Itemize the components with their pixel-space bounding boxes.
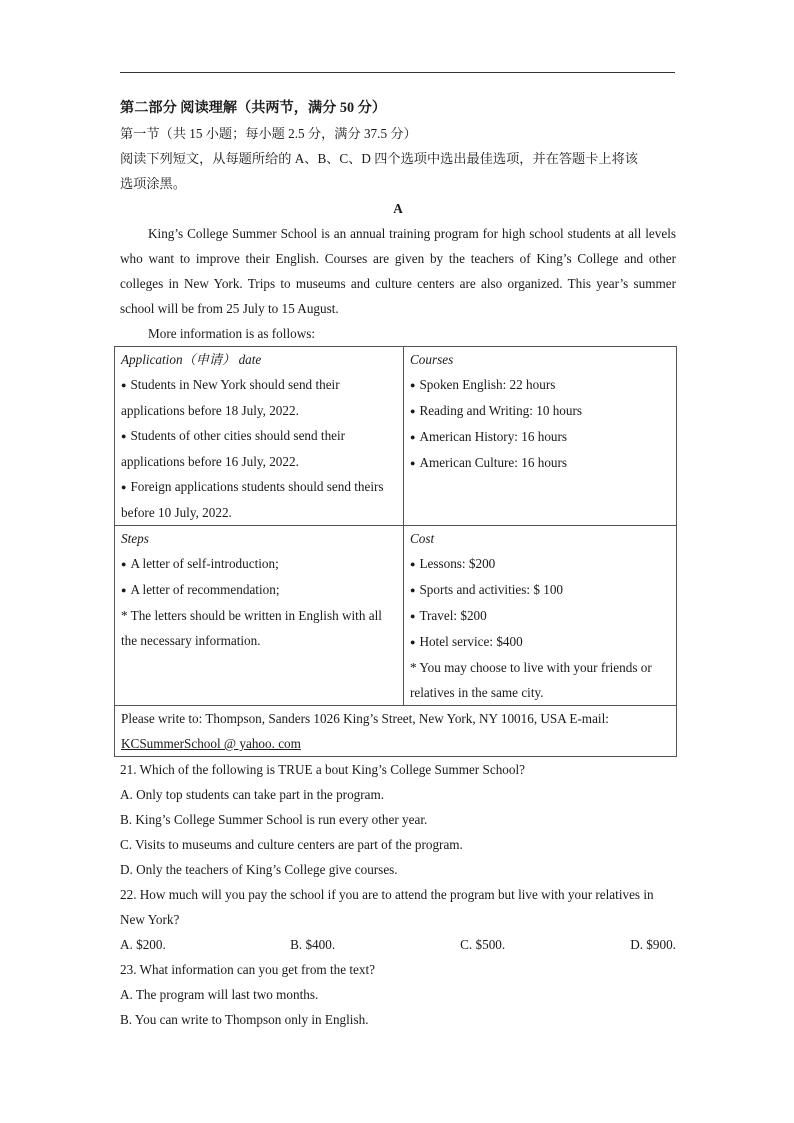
application-item: ● Students of other cities should send their applications before 16 July, 2022. — [121, 423, 397, 474]
steps-note: * The letters should be written in English with all the necessary information. — [121, 608, 382, 648]
cost-cell — [404, 526, 677, 706]
courses-cell — [404, 347, 677, 526]
application-title: Application（申请） date — [121, 352, 262, 367]
option-c: C. Visits to museums and culture centers are part of the program. — [120, 837, 463, 852]
question-21 — [120, 757, 676, 882]
option-c: C. $500. — [460, 937, 506, 952]
info-table — [114, 346, 677, 757]
option-a: A. Only top students can take part in the program. — [120, 787, 385, 802]
step-item: ● A letter of self-introduction; — [121, 551, 397, 577]
option-d: D. Only the teachers of King’s College give courses. — [120, 862, 398, 877]
cost-item: ● Travel: $200 — [410, 603, 670, 629]
option-b: B. You can write to Thompson only in English. — [120, 1012, 369, 1027]
step-item: ● A letter of recommendation; — [121, 577, 397, 603]
header-rule — [120, 72, 675, 73]
passage-paragraph-2: More information is as follows: — [148, 326, 316, 341]
contact-text: Please write to: Thompson, Sanders 1026 King’s Street, New York, NY 10016, USA E-mail: — [121, 711, 609, 726]
options-row — [120, 932, 676, 957]
table-row — [115, 526, 677, 706]
steps-title: Steps — [121, 531, 149, 546]
question-stem: 23. What information can you get from the text? — [120, 962, 376, 977]
table-row — [115, 347, 677, 526]
question-22 — [120, 882, 676, 957]
cost-item: ● Hotel service: $400 — [410, 629, 670, 655]
option-b: B. $400. — [290, 937, 336, 952]
application-cell — [115, 347, 404, 526]
cost-note: * You may choose to live with your friends or relatives in the same city. — [410, 660, 652, 700]
cost-title: Cost — [410, 531, 435, 546]
instructions-line-1: 阅读下列短文，从每题所给的 A、B、C、D 四个选项中选出最佳选项，并在答题卡上将该 — [120, 151, 638, 166]
contact-cell — [115, 706, 677, 757]
question-23 — [120, 957, 676, 1032]
contact-email-link[interactable]: KCSummerSchool @ yahoo. com — [121, 736, 301, 751]
courses-title: Courses — [410, 352, 454, 367]
course-item: ● American History: 16 hours — [410, 424, 670, 450]
table-row — [115, 706, 677, 757]
cost-item: ● Sports and activities: $ 100 — [410, 577, 670, 603]
passage-label: A — [393, 201, 403, 216]
section-title: 第一节（共 15 小题；每小题 2.5 分，满分 37.5 分） — [120, 126, 417, 141]
part-title: 第二部分 阅读理解（共两节，满分 50 分） — [120, 100, 387, 116]
course-item: ● American Culture: 16 hours — [410, 450, 670, 476]
option-a: A. $200. — [120, 937, 166, 952]
instructions-line-2: 选项涂黑。 — [120, 176, 186, 191]
option-b: B. King’s College Summer School is run every other year. — [120, 812, 428, 827]
cost-item: ● Lessons: $200 — [410, 551, 670, 577]
application-item: ● Foreign applications students should send theirs before 10 July, 2022. — [121, 474, 397, 525]
question-stem: 22. How much will you pay the school if you are to attend the program but live with your relatives in New York? — [120, 887, 654, 927]
page-content — [120, 95, 676, 1032]
question-stem: 21. Which of the following is TRUE a bout King’s College Summer School? — [120, 762, 525, 777]
course-item: ● Spoken English: 22 hours — [410, 372, 670, 398]
option-d: D. $900. — [630, 937, 676, 952]
application-item: ● Students in New York should send their applications before 18 July, 2022. — [121, 372, 397, 423]
passage-paragraph-1: King’s College Summer School is an annual training program for high school students at all levels who want to improve their English. Courses are given by the teachers of King’s College and other colleges in New York. Trips to museums and culture centers are also organized. This year’s summer school will be from 25 July to 15 August. — [120, 226, 676, 316]
steps-cell — [115, 526, 404, 706]
option-a: A. The program will last two months. — [120, 987, 319, 1002]
course-item: ● Reading and Writing: 10 hours — [410, 398, 670, 424]
